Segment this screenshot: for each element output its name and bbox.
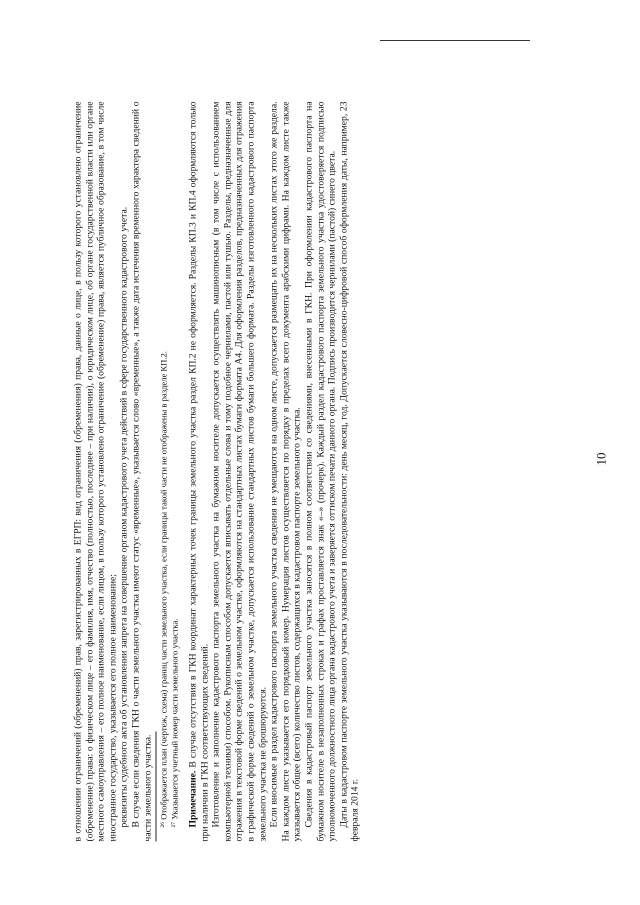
paragraph-preparation: Изготовление и заполнение кадастрового паспорта земельного участка на бумажном носителе допускается осуществлять машинописным (в том числе с использованием компьютерной техники) способом. Рукописным способом допускается вписывать отдельные слова и тому подобное чернилами, пастой или тушью. Разделы, предназначенные для отражения в текстовой форме сведений о земельном участке, оформляются на стандартных листах бумаги формата А4. Для оформления разделов, предназначенных для отражения в графической форме сведений о земельном участке, допускается использование стандартных листов бумаги большего формата. Разделы изготовленного кадастрового паспорта земельного участка не брошюруются.	[210, 101, 268, 841]
paragraph-dates: Даты в кадастровом паспорте земельного участка указываются в последовательности: день месяц, год. Допускается словесно-цифровой способ оформления даты, например, 23 февраля 2014 г.	[337, 101, 361, 841]
paragraph-encumbrance: в отношении ограничений (обременений) прав, зарегистрированных в ЕГРП: вид ограничения (обременения) права, данные о лице, в пользу которого установлено ограничение (обременение) права: о физическом лице – его фамилия, имя, отчество (полностью, последнее – при наличии), о юридическом лице, об органе государственной власти или органе местного самоуправления – его полное наименование, если лицом, в пользу которого установлено ограничение (обременение) права, является публичное образование, в том числе иностранное государство, указывается его полное наименование;	[72, 101, 118, 841]
paragraph-temporary-status: В случае если сведения ГКН о части земельного участка имеют статус «временные», указывается слово «временные», а также дата истечения временного характера сведений о части земельного участка.	[129, 101, 153, 841]
paragraph-court-act: реквизиты судебного акта об установлении запрета на совершение органом кадастрового учета действий в сфере государственного кадастрового учета.	[118, 206, 130, 827]
margin-rule	[380, 40, 530, 41]
section-gap	[179, 101, 187, 841]
note-text: В случае отсутствия в ГКН координат характерных точек границы земельного участка раздел КП.2 не оформляется. Разделы КП.3 и КП.4 оформляются только при наличии в ГКН соответствующих сведений.	[186, 101, 210, 841]
text-column	[72, 101, 361, 841]
note-paragraph	[187, 101, 210, 841]
footnote-26: ²⁶ Отображается план (чертеж, схема) границ части земельного участка, если границы такой части не отображены в разделе КП.2.	[158, 350, 169, 827]
note-label: Примечание.	[186, 770, 198, 827]
page-number: 10	[593, 452, 608, 465]
footnote-27: ²⁷ Указывается учетный номер части земельного участка.	[168, 618, 179, 827]
paragraph-multiple-sheets: Если вносимые в раздел кадастрового паспорта земельного участка сведения не умещаются на одном листе, допускается размещать их на нескольких листах этого же раздела. На каждом листе указывается его порядковый номер. Нумерация листов осуществляется по порядку в пределах всего документа арабскими цифрами. На каждом листе также указывается общее (всего) количество листов, содержащихся в кадастровом паспорте земельного участка.	[268, 101, 303, 841]
paragraph-certification: Сведения в кадастровый паспорт земельного участка заносятся в полном соответствии со сведениями, внесенными в ГКН. При оформлении кадастрового паспорта на бумажном носителе в незаполненных строках и графах проставляется знак «–» (прочерк). Каждый раздел кадастрового паспорта земельного участка удостоверяется подписью уполномоченного должностного лица органа кадастрового учета и заверяется оттиском печати данного органа. Подпись производится чернилами (пастой) синего цвета.	[302, 101, 338, 841]
footnote-separator	[155, 731, 156, 841]
